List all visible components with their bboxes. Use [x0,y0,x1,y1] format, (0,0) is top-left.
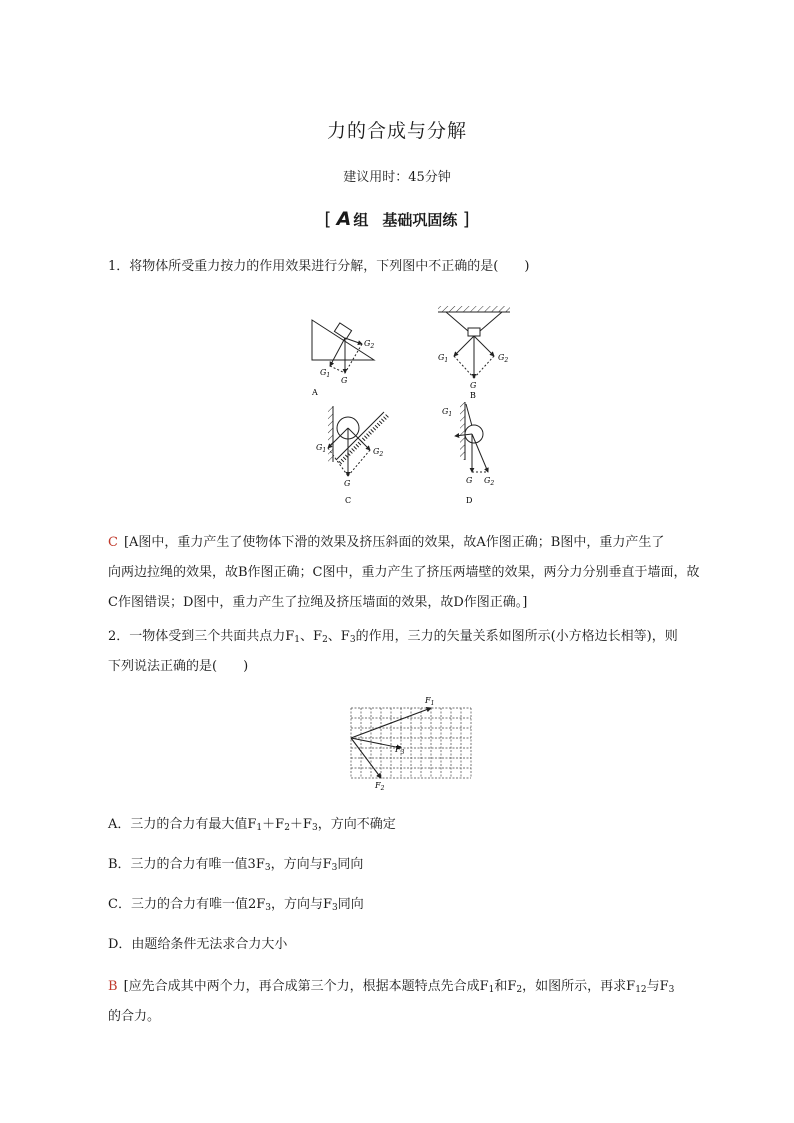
q1-figure [300,298,530,508]
q2-option-a[interactable]: A．三力的合力有最大值$F_1+F_2+F_3$，方向不确定 [108,817,396,833]
q2-answer-letter: B [108,979,118,994]
fig-c-label: C [345,496,352,505]
label-f3: $F_3$ [395,745,405,756]
svg-text:G: G [466,476,473,485]
svg-text:G: G [344,479,351,488]
fig-a-label: A [312,388,318,397]
q1-explanation: C [A图中，重力产生了使物体下滑的效果及挤压斜面的效果，故A作图正确；B图中，重力产生了 向两边拉绳的效果，故B作图正确；C图中，重力产生了挤压两墙壁的效果，两分力分别垂直于墙面，故 C作图错误；D图中，重力产生了拉绳及挤压墙面的效果，故D作图正确。] [108,535,700,610]
label-f2: $F_2$ [375,781,385,792]
svg-text:G: G [470,381,477,390]
bracket-open: [ [324,209,332,230]
fig-b-g1: $G_1$ [438,353,449,364]
svg-text:G: G [341,376,348,385]
fig-d-g2: $G_2$ [484,476,495,487]
bracket-close: ] [462,209,470,230]
fig-a [311,320,374,397]
label-f1: $F_1$ [425,696,435,707]
fig-b-g2: $G_2$ [498,353,509,364]
group-header [0,208,794,230]
suggested-time: 建议用时：45分钟 [343,170,451,185]
q1-answer-letter: C [108,535,118,550]
page-title: 力的合成与分解 [326,120,467,142]
fig-d-label: D [466,496,473,505]
group-letter: A [336,208,352,230]
fig-d-g1: $G_1$ [442,407,453,418]
q2-figure [345,692,480,792]
fig-c-g1: $G_1$ [316,443,327,454]
fig-b-label: B [470,391,476,400]
q1-stem: 1．将物体所受重力按力的作用效果进行分解，下列图中不正确的是( ) [108,259,530,274]
group-name: 基础巩固练 [382,211,458,229]
fig-d [442,402,494,505]
fig-c-g2: $G_2$ [373,447,384,458]
fig-b [438,306,510,400]
q2-option-b[interactable]: B．三力的合力有唯一值$3F_3$，方向与$F_3$同向 [108,857,364,873]
fig-c [316,406,388,505]
q2-option-c[interactable]: C．三力的合力有唯一值$2F_3$，方向与$F_3$同向 [108,897,364,913]
fig-a-g2: $G_2$ [364,339,375,350]
q2-option-d[interactable]: D．由题给条件无法求合力大小 [108,937,288,952]
q2-stem: 2．一物体受到三个共面共点力$F_1$、$F_2$、$F_3$的作用，三力的矢量关系如图所示(小方格边长相等)，则 下列说法正确的是( ) [108,629,678,674]
group-label: 组 [353,211,369,229]
fig-a-g1: $G_1$ [320,368,331,379]
q2-explanation: B [应先合成其中两个力，再合成第三个力，根据本题特点先合成$F_1$和$F_2$，如图所示，再求$F_{12}$与$F_3$ 的合力。 [108,979,675,1024]
